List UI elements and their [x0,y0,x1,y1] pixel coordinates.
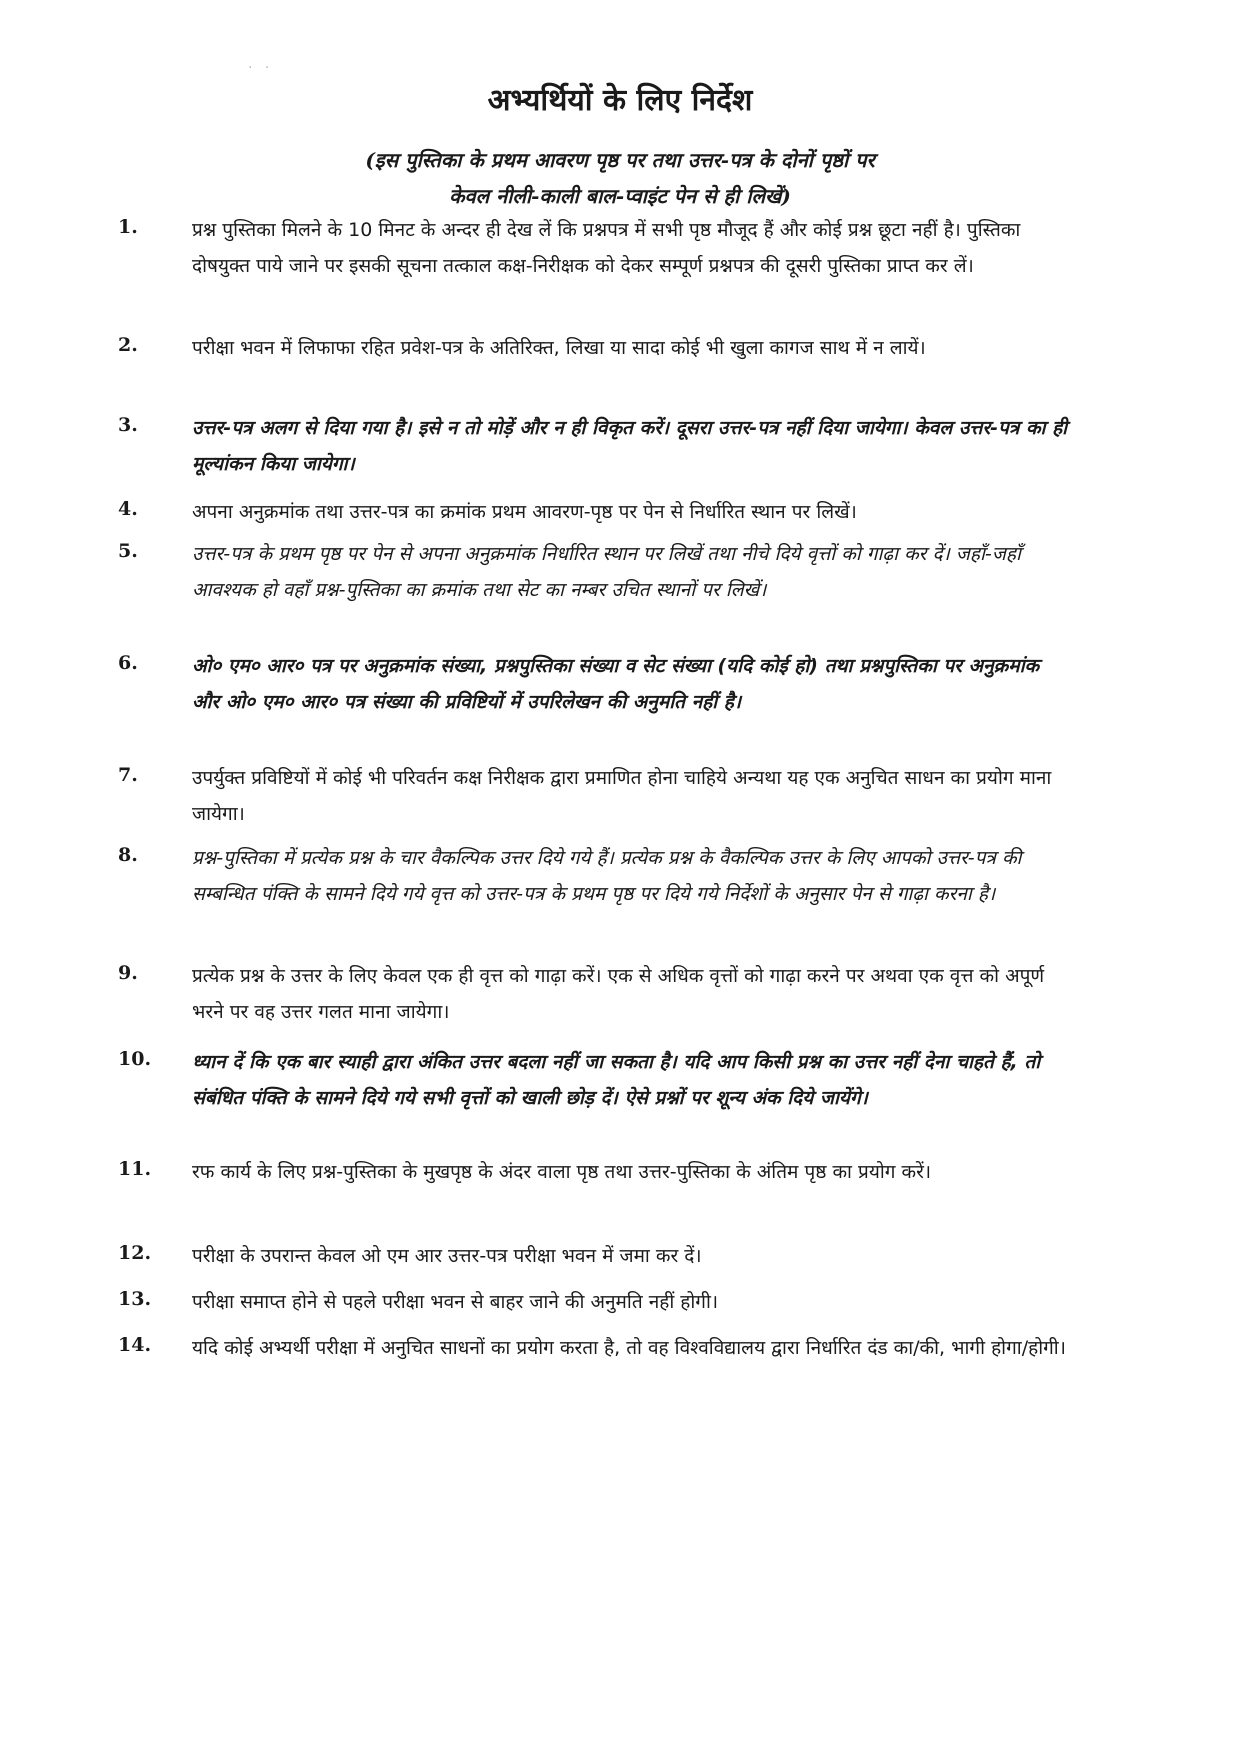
instruction-number: 14. [118,1334,152,1356]
page-subtitle [160,142,1080,214]
instruction-text: प्रश्न-पुस्तिका में प्रत्येक प्रश्न के चार वैकल्पिक उत्तर दिये गये हैं। प्रत्येक प्रश्न के वैकल्पिक उत्तर के लिए आपको उत्तर-पत्र की सम्बन्धित पंक्ति के सामने दिये गये वृत्त को उत्तर-पत्र के प्रथम पृष्ठ पर दिये गये निर्देशों के अनुसार पेन से गाढ़ा करना है। [192,847,1022,905]
instruction-text: अपना अनुक्रमांक तथा उत्तर-पत्र का क्रमांक प्रथम आवरण-पृष्ठ पर पेन से निर्धारित स्थान पर लिखें। [192,501,857,523]
instruction-number: 12. [118,1242,152,1264]
instruction-number: 1. [118,216,138,238]
instruction-text: रफ कार्य के लिए प्रश्न-पुस्तिका के मुखपृष्ठ के अंदर वाला पृष्ठ तथा उत्तर-पुस्तिका के अंतिम पृष्ठ का प्रयोग करें। [192,1161,932,1183]
subtitle-line-2: केवल नीली-काली बाल-प्वाइंट पेन से ही लिखें) [449,184,791,208]
scan-artifact: · · [248,60,274,76]
instruction-text: प्रश्न पुस्तिका मिलने के 10 मिनट के अन्दर ही देख लें कि प्रश्नपत्र में सभी पृष्ठ मौजूद हैं और कोई प्रश्न छूटा नहीं है। पुस्तिका दोषयुक्त पाये जाने पर इसकी सूचना तत्काल कक्ष-निरीक्षक को देकर सम्पूर्ण प्रश्नपत्र की दूसरी पुस्तिका प्राप्त कर लें। [192,219,1021,277]
instruction-text: उपर्युक्त प्रविष्टियों में कोई भी परिवर्तन कक्ष निरीक्षक द्वारा प्रमाणित होना चाहिये अन्यथा यह एक अनुचित साधन का प्रयोग माना जायेगा। [192,767,1052,825]
page-title: अभ्यर्थियों के लिए निर्देश [487,83,753,118]
instruction-number: 10. [118,1048,152,1070]
instruction-text: उत्तर-पत्र के प्रथम पृष्ठ पर पेन से अपना अनुक्रमांक निर्धारित स्थान पर लिखें तथा नीचे दिये वृत्तों को गाढ़ा कर दें। जहाँ-जहाँ आवश्यक हो वहाँ प्रश्न-पुस्तिका का क्रमांक तथा सेट का नम्बर उचित स्थानों पर लिखें। [192,543,1021,601]
instruction-text: परीक्षा समाप्त होने से पहले परीक्षा भवन से बाहर जाने की अनुमति नहीं होगी। [192,1291,719,1313]
instruction-number: 3. [118,414,138,436]
instruction-number: 13. [118,1288,152,1310]
instruction-text: यदि कोई अभ्यर्थी परीक्षा में अनुचित साधनों का प्रयोग करता है, तो वह विश्वविद्यालय द्वारा निर्धारित दंड का/की, भागी होगा/होगी। [192,1337,1066,1359]
instruction-text: प्रत्येक प्रश्न के उत्तर के लिए केवल एक ही वृत्त को गाढ़ा करें। एक से अधिक वृत्तों को गाढ़ा करने पर अथवा एक वृत्त को अपूर्ण भरने पर वह उत्तर गलत माना जायेगा। [192,965,1045,1023]
instruction-text: उत्तर-पत्र अलग से दिया गया है। इसे न तो मोड़ें और न ही विकृत करें। दूसरा उत्तर-पत्र नहीं दिया जायेगा। केवल उत्तर-पत्र का ही मूल्यांकन किया जायेगा। [192,417,1068,475]
instruction-text: परीक्षा भवन में लिफाफा रहित प्रवेश-पत्र के अतिरिक्त, लिखा या सादा कोई भी खुला कागज साथ में न लायें। [192,337,926,359]
instruction-number: 2. [118,334,138,356]
instruction-number: 11. [118,1158,152,1180]
instruction-text: ओ० एम० आर० पत्र पर अनुक्रमांक संख्या, प्रश्नपुस्तिका संख्या व सेट संख्या (यदि कोई हो) तथा प्रश्नपुस्तिका पर अनुक्रमांक और ओ० एम० आर० पत्र संख्या की प्रविष्टियों में उपरिलेखन की अनुमति नहीं है। [192,655,1040,713]
subtitle-line-1: (इस पुस्तिका के प्रथम आवरण पृष्ठ पर तथा उत्तर-पत्र के दोनों पृष्ठों पर [365,148,875,172]
instruction-number: 4. [118,498,138,520]
instruction-number: 6. [118,652,138,674]
instruction-number: 5. [118,540,138,562]
instruction-number: 7. [118,764,138,786]
instruction-number: 9. [118,962,138,984]
instruction-text: परीक्षा के उपरान्त केवल ओ एम आर उत्तर-पत्र परीक्षा भवन में जमा कर दें। [192,1245,702,1267]
instruction-text: ध्यान दें कि एक बार स्याही द्वारा अंकित उत्तर बदला नहीं जा सकता है। यदि आप किसी प्रश्न का उत्तर नहीं देना चाहते हैं, तो संबंधित पंक्ति के सामने दिये गये सभी वृत्तों को खाली छोड़ दें। ऐसे प्रश्नों पर शून्य अंक दिये जायेंगे। [192,1051,1041,1109]
instruction-number: 8. [118,844,138,866]
